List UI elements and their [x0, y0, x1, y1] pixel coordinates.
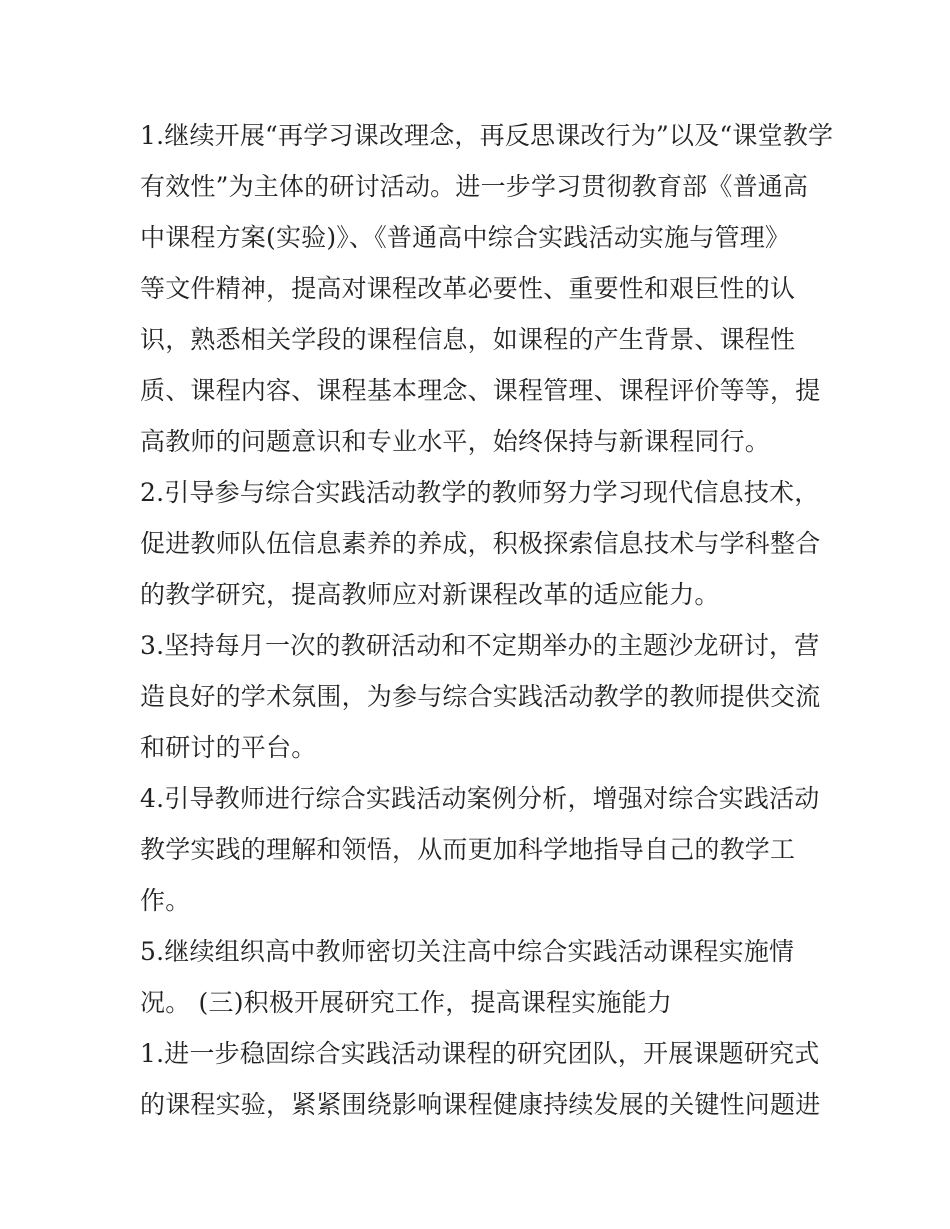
text-line: 质、课程内容、课程基本理念、课程管理、课程评价等等，提 [140, 376, 821, 405]
text-line: 1.进一步稳固综合实践活动课程的研究团队，开展课题研究式 [140, 1039, 820, 1068]
text-line: 1.继续开展“再学习课改理念，再反思课改行为”以及“课堂教学 [140, 121, 834, 150]
text-line: 的课程实验，紧紧围绕影响课程健康持续发展的关键性问题进 [140, 1090, 821, 1119]
text-line: 造良好的学术氛围，为参与综合实践活动教学的教师提供交流 [140, 682, 821, 711]
text-line: 4.引导教师进行综合实践活动案例分析，增强对综合实践活动 [140, 784, 820, 813]
text-line: 识，熟悉相关学段的课程信息，如课程的产生背景、课程性 [140, 325, 796, 354]
text-line: 有效性”为主体的研讨活动。进一步学习贯彻教育部《普通高 [140, 172, 809, 201]
text-line: 作。 [140, 886, 191, 915]
text-line: 高教师的问题意识和专业水平，始终保持与新课程同行。 [140, 427, 771, 456]
text-line: 等文件精神，提高对课程改革必要性、重要性和艰巨性的认 [140, 274, 796, 303]
text-line: 教学实践的理解和领悟，从而更加科学地指导自己的教学工 [140, 835, 796, 864]
text-line: 3.坚持每月一次的教研活动和不定期举办的主题沙龙研讨，营 [140, 631, 820, 660]
text-line: 的教学研究，提高教师应对新课程改革的适应能力。 [140, 580, 720, 609]
text-line: 促进教师队伍信息素养的养成，积极探索信息技术与学科整合 [140, 529, 821, 558]
text-line: 中课程方案(实验)》、《普通高中综合实践活动实施与管理》 [140, 223, 791, 252]
text-line: 和研讨的平台。 [140, 733, 317, 762]
text-line: 5.继续组织高中教师密切关注高中综合实践活动课程实施情 [140, 937, 795, 966]
text-line: 况。 (三)积极开展研究工作，提高课程实施能力 [140, 988, 673, 1017]
document-body [140, 110, 834, 1130]
text-line: 2.引导参与综合实践活动教学的教师努力学习现代信息技术， [140, 478, 820, 507]
